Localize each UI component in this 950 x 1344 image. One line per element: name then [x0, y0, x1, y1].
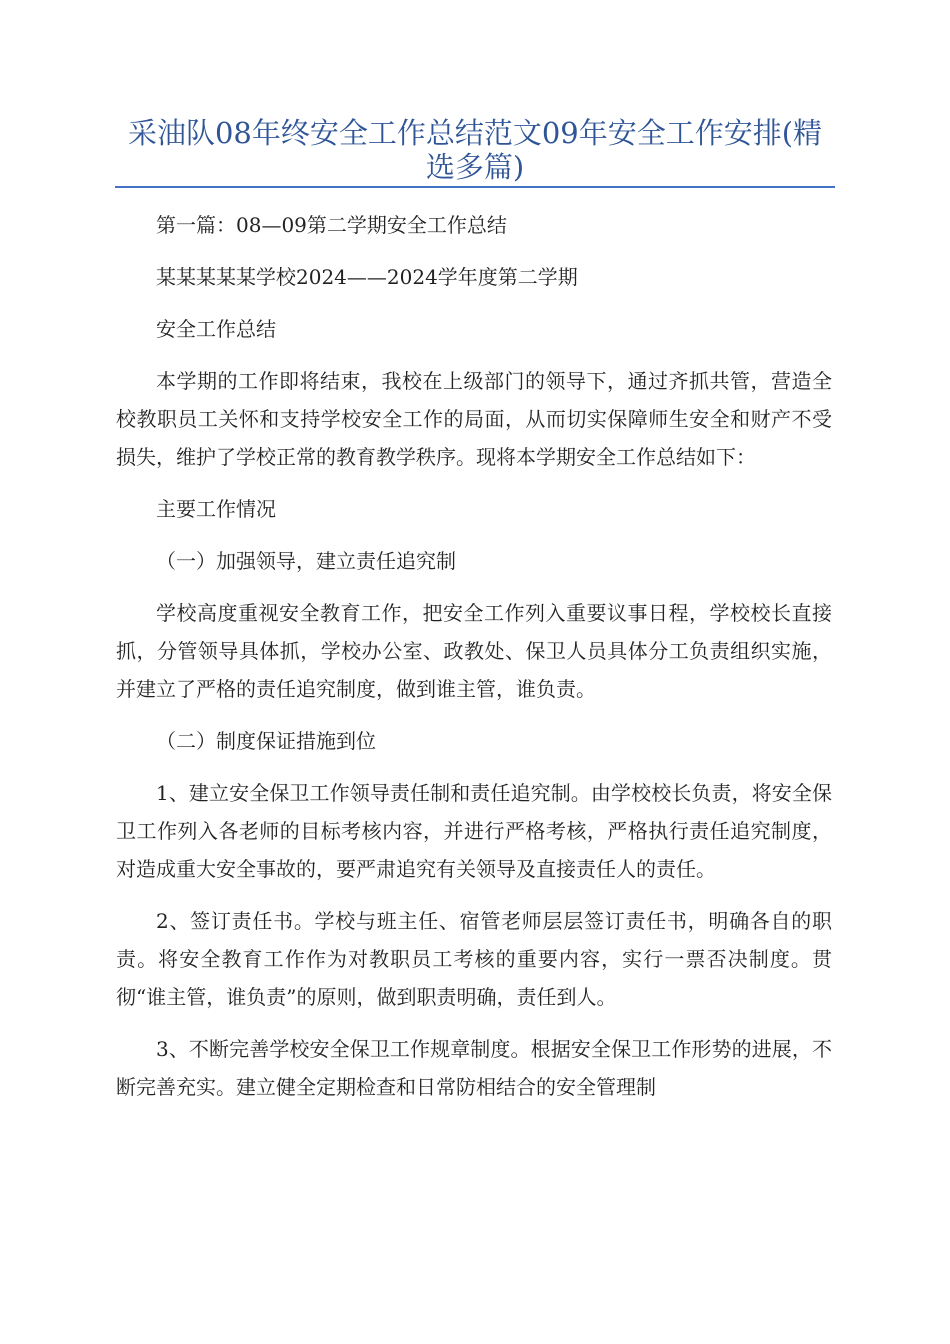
paragraph-section-one-body: 学校高度重视安全教育工作，把安全工作列入重要议事日程，学校校长直接抓，分管领导具体抓，学校办公室、政教处、保卫人员具体分工负责组织实施，并建立了严格的责任追究制度，做到谁主管，谁负责。 [116, 601, 832, 701]
paragraph-main-work-heading: 主要工作情况 [156, 497, 276, 521]
paragraph-summary-heading: 安全工作总结 [156, 317, 276, 341]
document-body [116, 206, 832, 1120]
paragraph-section-one-heading: （一）加强领导，建立责任追究制 [156, 549, 456, 573]
paragraph-item-2: 2、签订责任书。学校与班主任、宿管老师层层签订责任书，明确各自的职责。将安全教育工作作为对教职员工考核的重要内容，实行一票否决制度。贯彻“谁主管，谁负责”的原则，做到职责明确，责任到人。 [116, 909, 832, 1009]
paragraph-section-two-heading: （二）制度保证措施到位 [156, 729, 376, 753]
title-divider [115, 186, 835, 188]
paragraph-item-1: 1、建立安全保卫工作领导责任制和责任追究制。由学校校长负责，将安全保卫工作列入各老师的目标考核内容，并进行严格考核，严格执行责任追究制度，对造成重大安全事故的，要严肃追究有关领导及直接责任人的责任。 [116, 781, 832, 881]
paragraph-intro: 本学期的工作即将结束，我校在上级部门的领导下，通过齐抓共管，营造全校教职员工关怀和支持学校安全工作的局面，从而切实保障师生安全和财产不受损失，维护了学校正常的教育教学秩序。现将本学期安全工作总结如下： [116, 369, 832, 469]
paragraph-school-term: 某某某某某学校2024——2024学年度第二学期 [156, 265, 578, 289]
document-title: 采油队08年终安全工作总结范文09年安全工作安排(精选多篇) [127, 116, 823, 184]
paragraph-item-3: 3、不断完善学校安全保卫工作规章制度。根据安全保卫工作形势的进展，不断完善充实。建立健全定期检查和日常防相结合的安全管理制 [116, 1037, 832, 1099]
paragraph-chapter-heading: 第一篇：08—09第二学期安全工作总结 [156, 213, 507, 237]
